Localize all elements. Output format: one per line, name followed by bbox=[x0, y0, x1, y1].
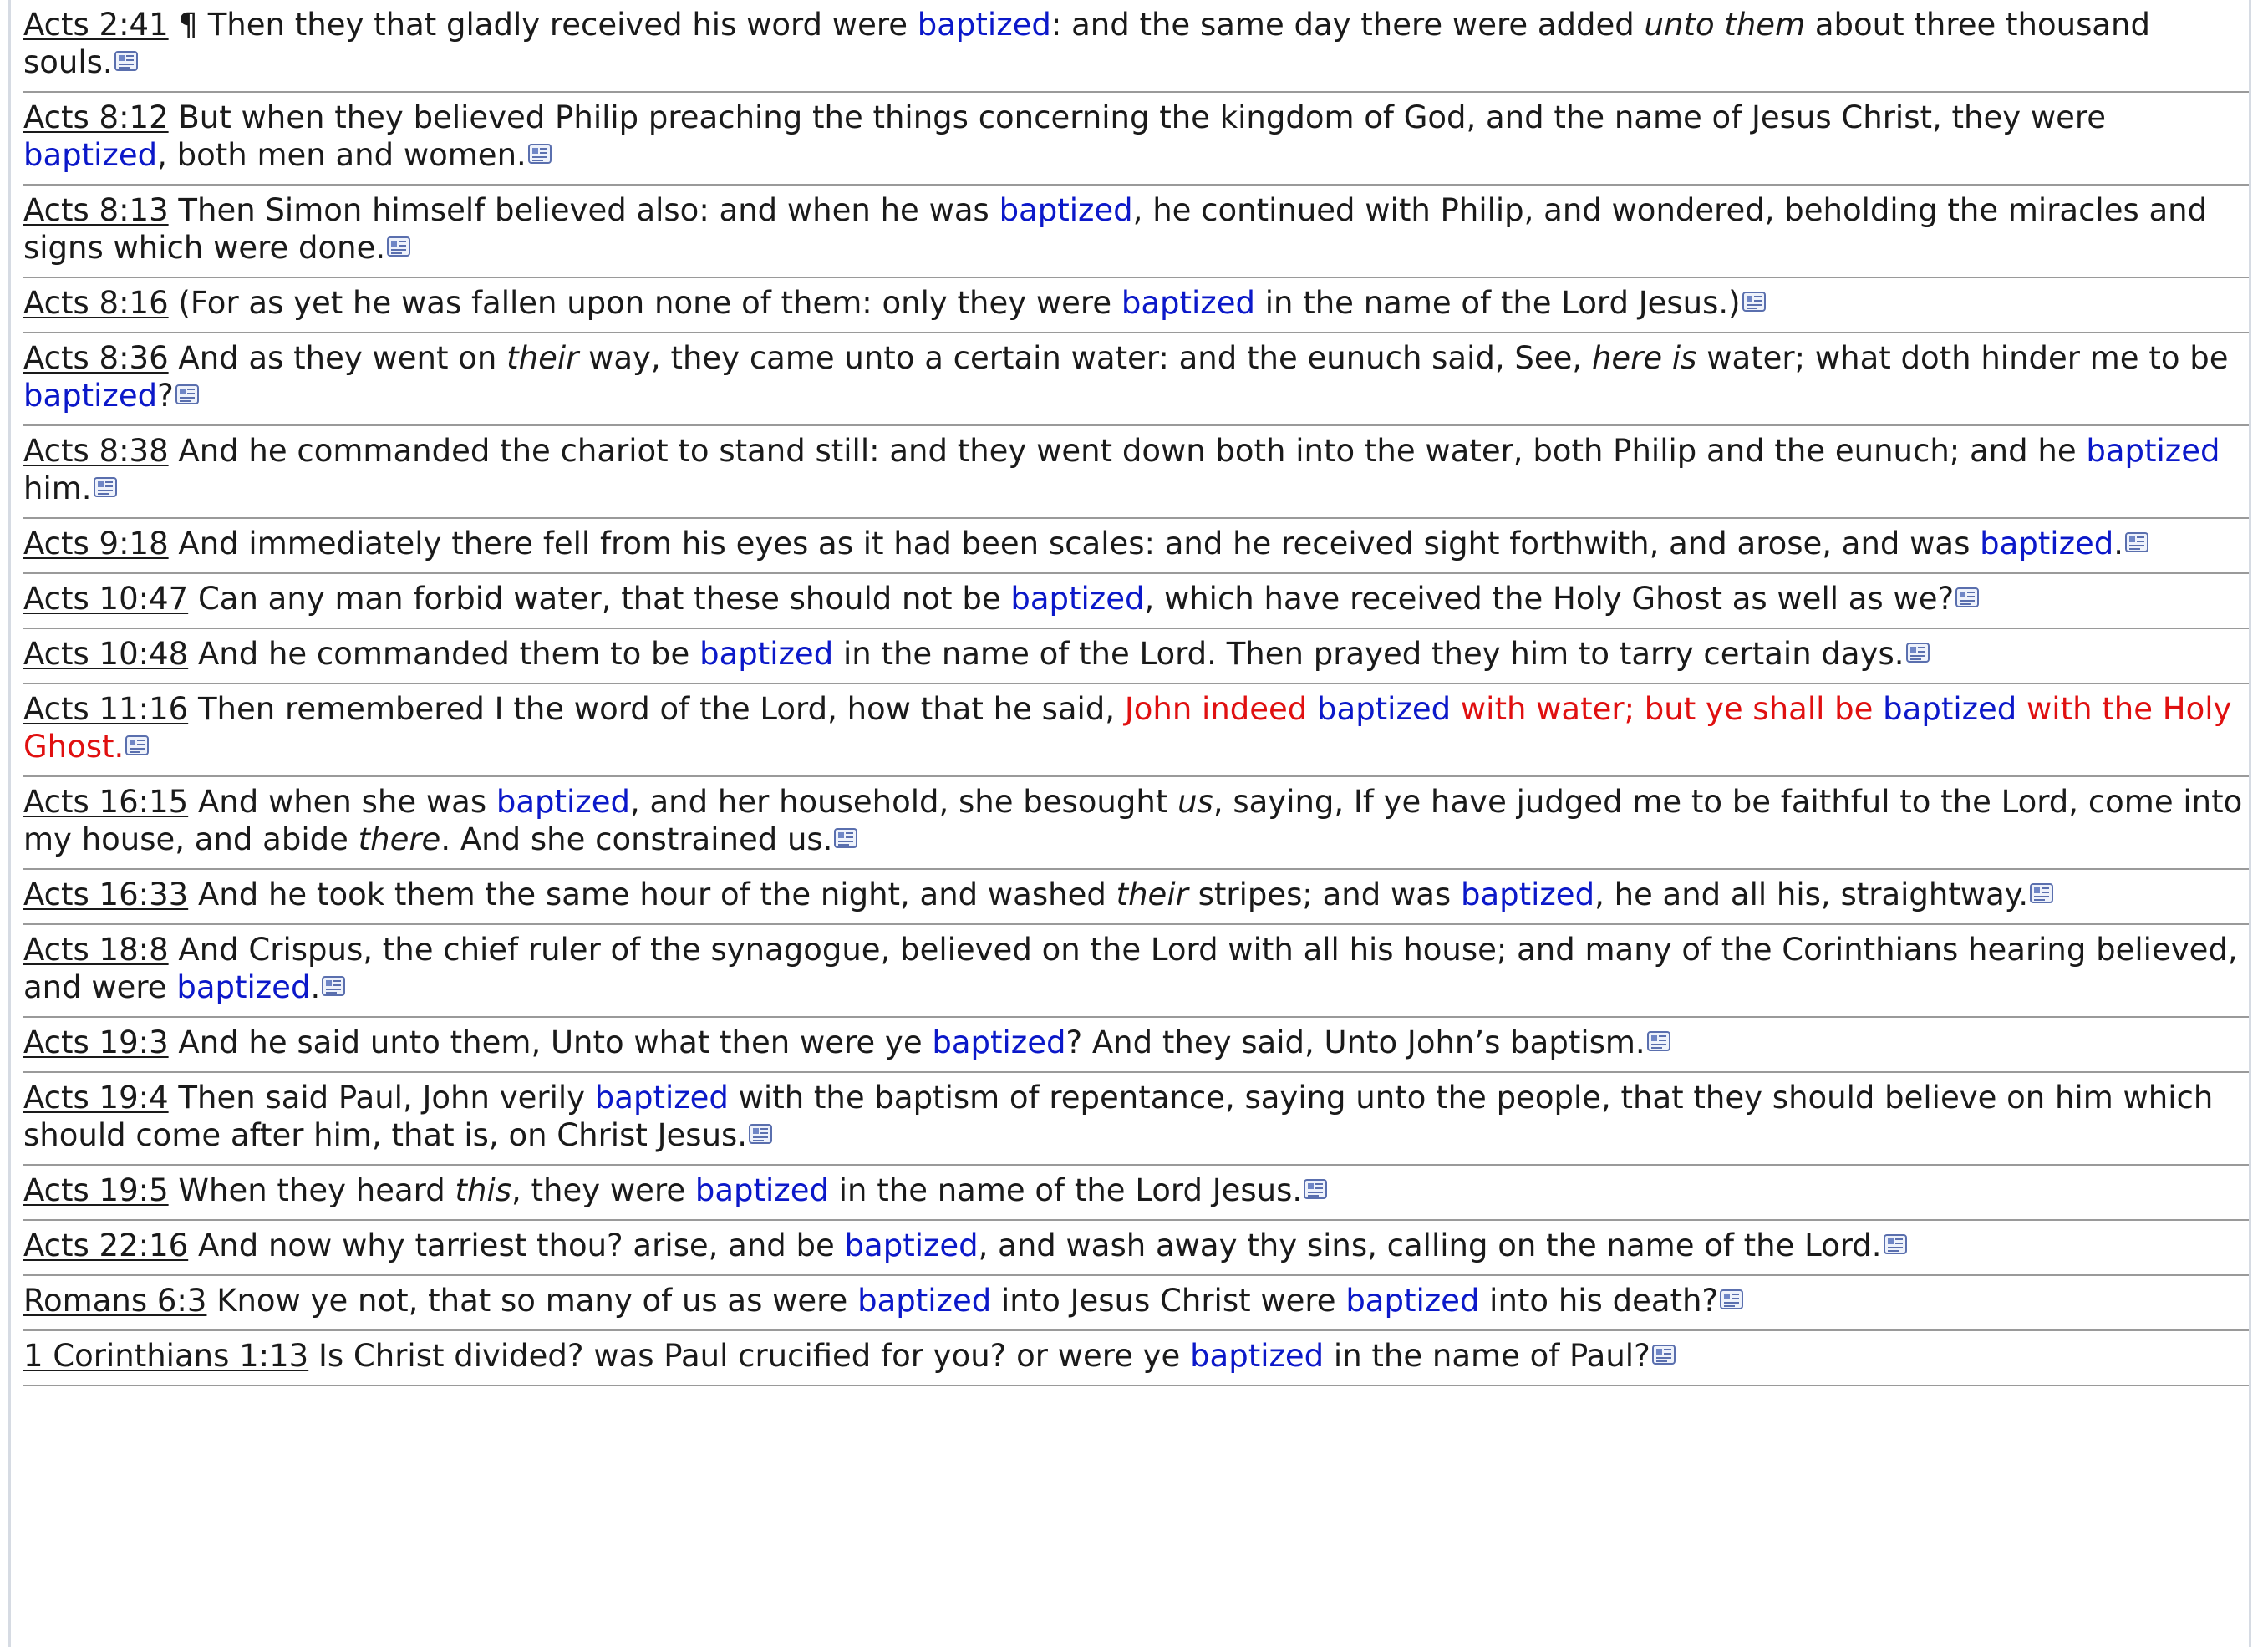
verse-text bbox=[23, 192, 2207, 266]
verse-text-segment: into his death? bbox=[1479, 1283, 1719, 1319]
verse-text-segment: . bbox=[2113, 526, 2124, 562]
verse-text-segment: water; what doth hinder me to be bbox=[1696, 340, 2229, 376]
verse-reference-link[interactable]: Acts 8:16 bbox=[23, 285, 169, 321]
note-icon[interactable] bbox=[322, 976, 345, 996]
keyword-highlight: baptized bbox=[23, 137, 158, 173]
keyword-highlight: baptized bbox=[1190, 1338, 1325, 1374]
note-icon[interactable] bbox=[2030, 883, 2053, 903]
verse-result bbox=[23, 925, 2249, 1018]
verse-text-segment: about three thousand souls. bbox=[23, 7, 2150, 80]
verse-result bbox=[23, 870, 2249, 925]
note-icon[interactable] bbox=[94, 477, 117, 497]
verse-text bbox=[198, 1228, 1882, 1263]
note-icon[interactable] bbox=[114, 51, 138, 71]
verse-reference-link[interactable]: Acts 8:36 bbox=[23, 340, 169, 376]
keyword-highlight: baptized bbox=[932, 1024, 1066, 1060]
verse-result bbox=[23, 93, 2249, 186]
verse-text bbox=[178, 285, 1740, 321]
verse-text bbox=[23, 99, 2106, 173]
verse-text-segment: : and the same day there were added bbox=[1050, 7, 1645, 43]
verse-text-segment: But when they believed Philip preaching the things concerning the kingdom of God, and the name of Jesus Christ, they were bbox=[178, 99, 2107, 135]
keyword-highlight: baptized bbox=[1121, 285, 1255, 321]
verse-result bbox=[23, 684, 2249, 777]
keyword-highlight: baptized bbox=[1345, 1283, 1480, 1319]
note-icon[interactable] bbox=[125, 735, 149, 755]
keyword-highlight: baptized bbox=[2086, 433, 2220, 469]
italic-text: unto them bbox=[1644, 7, 1806, 43]
note-icon[interactable] bbox=[528, 144, 552, 164]
verse-reference-link[interactable]: Acts 10:47 bbox=[23, 581, 189, 617]
verse-text-segment: . bbox=[310, 969, 321, 1005]
note-icon[interactable] bbox=[175, 384, 199, 404]
keyword-highlight: baptized bbox=[1883, 691, 2017, 727]
verse-result bbox=[23, 1331, 2249, 1386]
verse-result bbox=[23, 519, 2249, 574]
verse-reference-link[interactable]: Acts 19:3 bbox=[23, 1024, 169, 1060]
keyword-highlight: baptized bbox=[1010, 581, 1145, 617]
keyword-highlight: baptized bbox=[176, 969, 311, 1005]
verse-reference-link[interactable]: Acts 8:12 bbox=[23, 99, 169, 135]
verse-reference-link[interactable]: Acts 22:16 bbox=[23, 1228, 189, 1263]
keyword-highlight: baptized bbox=[857, 1283, 992, 1319]
verse-text-segment: Is Christ divided? was Paul crucified for you? or were ye bbox=[318, 1338, 1191, 1374]
verse-text-segment: ? And they said, Unto John’s baptism. bbox=[1065, 1024, 1645, 1060]
verse-reference-link[interactable]: Acts 18:8 bbox=[23, 932, 169, 968]
note-icon[interactable] bbox=[834, 828, 857, 848]
keyword-highlight: baptized bbox=[23, 378, 158, 414]
verse-text-segment: Then remembered I the word of the Lord, how that he said, bbox=[197, 691, 1125, 727]
verse-text bbox=[23, 691, 2231, 765]
verse-text-segment: ? bbox=[157, 378, 174, 414]
verse-text-segment: , and wash away thy sins, calling on the name of the Lord. bbox=[978, 1228, 1882, 1263]
verse-result bbox=[23, 574, 2249, 629]
note-icon[interactable] bbox=[1906, 643, 1930, 663]
verse-text bbox=[198, 636, 1904, 672]
verse-reference-link[interactable]: Acts 8:38 bbox=[23, 433, 169, 469]
italic-text: their bbox=[506, 340, 579, 376]
italic-text: their bbox=[1116, 877, 1188, 912]
verse-reference-link[interactable]: Acts 11:16 bbox=[23, 691, 189, 727]
verse-text-segment: way, they came unto a certain water: and the eunuch said, See, bbox=[578, 340, 1592, 376]
verse-text bbox=[178, 1024, 1645, 1060]
verse-reference-link[interactable]: 1 Corinthians 1:13 bbox=[23, 1338, 309, 1374]
search-results-list[interactable] bbox=[8, 0, 2251, 1647]
keyword-highlight: baptized bbox=[699, 636, 834, 672]
verse-text-segment: , which have received the Holy Ghost as well as we? bbox=[1144, 581, 1955, 617]
verse-text-segment: Then said Paul, John verily bbox=[178, 1080, 595, 1116]
words-of-christ-text: John indeed bbox=[1124, 691, 1318, 727]
note-icon[interactable] bbox=[1955, 587, 1979, 607]
verse-text-segment: stripes; and was bbox=[1187, 877, 1461, 912]
verse-text-segment: And when she was bbox=[197, 784, 496, 820]
verse-reference-link[interactable]: Romans 6:3 bbox=[23, 1283, 207, 1319]
verse-text-segment: , both men and women. bbox=[157, 137, 526, 173]
note-icon[interactable] bbox=[749, 1124, 772, 1144]
verse-text-segment: Then Simon himself believed also: and when he was bbox=[178, 192, 999, 228]
verse-text-segment: And he took them the same hour of the night, and washed bbox=[197, 877, 1116, 912]
verse-text-segment: , they were bbox=[511, 1172, 695, 1208]
verse-text bbox=[23, 932, 2238, 1005]
verse-reference-link[interactable]: Acts 2:41 bbox=[23, 7, 169, 43]
italic-text: this bbox=[455, 1172, 512, 1208]
keyword-highlight: baptized bbox=[694, 1172, 829, 1208]
verse-text bbox=[23, 7, 2150, 80]
verse-text-segment: in the name of Paul? bbox=[1324, 1338, 1650, 1374]
verse-text bbox=[216, 1283, 1718, 1319]
verse-text-segment: And he commanded them to be bbox=[197, 636, 700, 672]
note-icon[interactable] bbox=[1720, 1289, 1743, 1309]
verse-text-segment: , he and all his, straightway. bbox=[1594, 877, 2029, 912]
verse-text bbox=[178, 1172, 1302, 1208]
verse-text-segment: , saying, If ye have judged me to be faithful to the Lord, come into my house, and abide bbox=[23, 784, 2243, 857]
italic-text: here is bbox=[1591, 340, 1697, 376]
verse-text-segment: him. bbox=[23, 470, 92, 506]
verse-text-segment: , he continued with Philip, and wondered, beholding the miracles and signs which were done. bbox=[23, 192, 2208, 266]
verse-text-segment: in the name of the Lord Jesus.) bbox=[1254, 285, 1741, 321]
verse-text-segment: And he commanded the chariot to stand still: and they went down both into the water, both Philip and the eunuch; and he bbox=[178, 433, 2087, 469]
verse-text-segment: (For as yet he was fallen upon none of them: only they were bbox=[178, 285, 1121, 321]
verse-reference-link[interactable]: Acts 16:15 bbox=[23, 784, 189, 820]
verse-text-segment: , and her household, she besought bbox=[629, 784, 1178, 820]
keyword-highlight: baptized bbox=[917, 7, 1051, 43]
verse-result bbox=[23, 1073, 2249, 1166]
words-of-christ-text: with water; but ye shall be bbox=[1451, 691, 1884, 727]
verse-text-segment: And as they went on bbox=[178, 340, 507, 376]
keyword-highlight: baptized bbox=[1460, 877, 1595, 912]
verse-result bbox=[23, 0, 2249, 93]
verse-text-segment: And he said unto them, Unto what then were ye bbox=[178, 1024, 933, 1060]
verse-text bbox=[318, 1338, 1650, 1374]
verse-result bbox=[23, 1276, 2249, 1331]
verse-result bbox=[23, 426, 2249, 519]
verse-text-segment: Know ye not, that so many of us as were bbox=[216, 1283, 858, 1319]
keyword-highlight: baptized bbox=[844, 1228, 979, 1263]
italic-text: us bbox=[1177, 784, 1213, 820]
note-icon[interactable] bbox=[387, 236, 410, 257]
verse-reference-link[interactable]: Acts 10:48 bbox=[23, 636, 189, 672]
verse-text-segment: . And she constrained us. bbox=[440, 821, 833, 857]
verse-text-segment: And now why tarriest thou? arise, and be bbox=[197, 1228, 845, 1263]
note-icon[interactable] bbox=[1742, 292, 1766, 312]
verse-text bbox=[198, 877, 2028, 912]
keyword-highlight: baptized bbox=[1317, 691, 1452, 727]
verse-text bbox=[23, 784, 2242, 857]
verse-text-segment: And immediately there fell from his eyes as it had been scales: and he received sight forthwith, and arose, and was bbox=[178, 526, 1981, 562]
verse-text bbox=[178, 526, 2123, 562]
verse-result bbox=[23, 1166, 2249, 1221]
keyword-highlight: baptized bbox=[1980, 526, 2114, 562]
verse-text-segment: When they heard bbox=[178, 1172, 455, 1208]
words-of-christ-text: with the Holy Ghost. bbox=[23, 691, 2232, 765]
verse-reference-link[interactable]: Acts 16:33 bbox=[23, 877, 189, 912]
verse-text-segment: into Jesus Christ were bbox=[991, 1283, 1346, 1319]
verse-result bbox=[23, 1221, 2249, 1276]
verse-result bbox=[23, 278, 2249, 333]
note-icon[interactable] bbox=[1884, 1234, 1907, 1254]
verse-text-segment: And Crispus, the chief ruler of the synagogue, believed on the Lord with all his house; and many of the Corinthians hearing believed, and were bbox=[23, 932, 2238, 1005]
keyword-highlight: baptized bbox=[496, 784, 630, 820]
verse-reference-link[interactable]: Acts 19:4 bbox=[23, 1080, 169, 1116]
verse-text-segment: Can any man forbid water, that these should not be bbox=[197, 581, 1011, 617]
note-icon[interactable] bbox=[1647, 1031, 1670, 1051]
verse-text-segment: in the name of the Lord. Then prayed they him to tarry certain days. bbox=[833, 636, 1904, 672]
verse-text bbox=[23, 1080, 2213, 1153]
verse-reference-link[interactable]: Acts 8:13 bbox=[23, 192, 169, 228]
verse-reference-link[interactable]: Acts 19:5 bbox=[23, 1172, 169, 1208]
verse-result bbox=[23, 186, 2249, 278]
verse-text bbox=[23, 433, 2220, 506]
verse-result bbox=[23, 777, 2249, 870]
verse-text-segment: in the name of the Lord Jesus. bbox=[828, 1172, 1303, 1208]
note-icon[interactable] bbox=[1304, 1179, 1327, 1199]
keyword-highlight: baptized bbox=[999, 192, 1133, 228]
note-icon[interactable] bbox=[1652, 1345, 1676, 1365]
note-icon[interactable] bbox=[2125, 532, 2148, 552]
italic-text: there bbox=[358, 821, 441, 857]
keyword-highlight: baptized bbox=[594, 1080, 729, 1116]
verse-reference-link[interactable]: Acts 9:18 bbox=[23, 526, 169, 562]
verse-text bbox=[198, 581, 1954, 617]
verse-text-segment: ¶ Then they that gladly received his word were bbox=[178, 7, 918, 43]
verse-text bbox=[23, 340, 2228, 414]
verse-result bbox=[23, 1018, 2249, 1073]
verse-result bbox=[23, 333, 2249, 426]
verse-result bbox=[23, 629, 2249, 684]
verse-text-segment: with the baptism of repentance, saying unto the people, that they should believe on him which should come after him, that is, on Christ Jesus. bbox=[23, 1080, 2214, 1153]
